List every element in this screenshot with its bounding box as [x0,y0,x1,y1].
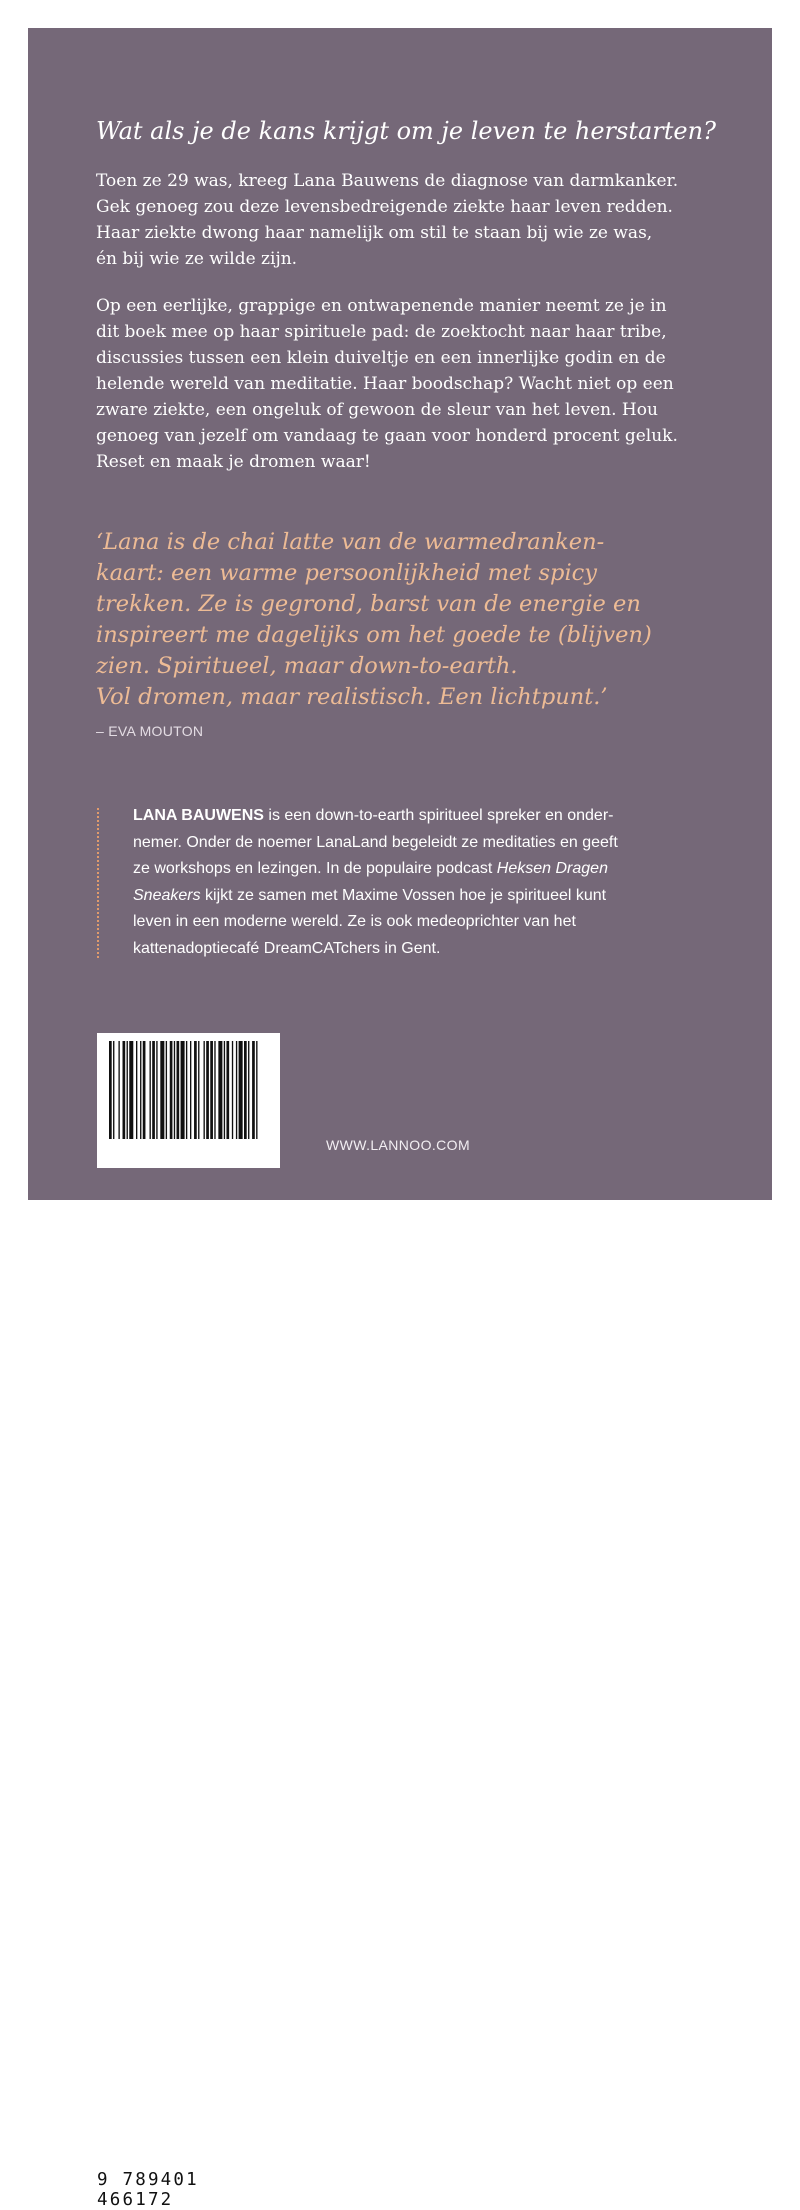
barcode-bars [97,1033,280,1168]
author-bio [133,803,753,962]
podcast-title: Sneakers [133,886,201,904]
publisher-website: WWW.LANNOO.COM [326,1137,471,1153]
blurb-line: helende wereld van meditatie. Haar boodschap? Wacht niet op een [96,374,674,394]
isbn-barcode [97,1033,280,2210]
blurb-line: én bij wie ze wilde zijn. [96,249,298,269]
blurb-line: Haar ziekte dwong haar namelijk om stil te staan bij wie ze was, [96,223,653,243]
blurb-line: zware ziekte, een ongeluk of gewoon de sleur van het leven. Hou [96,400,658,420]
blurb-line: dit boek mee op haar spirituele pad: de zoektocht naar haar tribe, [96,322,667,342]
tagline: Wat als je de kans krijgt om je leven te herstarten? [96,117,716,145]
quote-line: inspireert me dagelijks om het goede te (blijven) [96,622,652,648]
blurb-line: Op een eerlijke, grappige en ontwapenende manier neemt ze je in [96,296,667,316]
bio-text: ze workshops en lezingen. In de populaire podcast [133,860,497,877]
quote-line: ‘Lana is de chai latte van de warmedranken- [96,529,605,555]
dotted-divider [97,808,99,958]
bio-line: nemer. Onder de noemer LanaLand begeleidt ze meditaties en geeft [133,833,618,851]
bio-line [133,856,753,883]
quote-line: zien. Spiritueel, maar down-to-earth. [96,653,518,679]
bio-line [133,803,753,830]
blurb-paragraph-2 [96,293,736,475]
author-name: LANA BAUWENS [133,807,264,824]
blurb-line: Toen ze 29 was, kreeg Lana Bauwens de diagnose van darmkanker. [96,171,679,191]
bio-line: leven in een moderne wereld. Ze is ook medeoprichter van het [133,913,576,930]
blurb-line: genoeg van jezelf om vandaag te gaan voor honderd procent geluk. [96,426,678,446]
quote-attribution: – EVA MOUTON [96,723,204,739]
blurb-line: Gek genoeg zou deze levensbedreigende ziekte haar leven redden. [96,197,673,217]
blurb-paragraph-1 [96,168,736,272]
quote-line: Vol dromen, maar realistisch. Een lichtpunt.’ [96,684,608,710]
quote-line: trekken. Ze is gegrond, barst van de energie en [96,591,641,617]
blurb-line: discussies tussen een klein duiveltje en een innerlijke godin en de [96,348,666,368]
bio-text: kijkt ze samen met Maxime Vossen hoe je spiritueel kunt [200,886,607,904]
quote-line: kaart: een warme persoonlijkheid met spicy [96,560,597,586]
blurb-line: Reset en maak je dromen waar! [96,452,371,472]
endorsement-quote [96,527,736,713]
podcast-title: Heksen Dragen [496,860,608,877]
bio-text: is een down-to-earth spiritueel spreker en onder- [263,807,614,824]
bio-line: kattenadoptiecafé DreamCATchers in Gent. [133,939,441,957]
bio-line [133,883,753,910]
isbn-number: 9 789401 466172 [97,2170,199,2210]
